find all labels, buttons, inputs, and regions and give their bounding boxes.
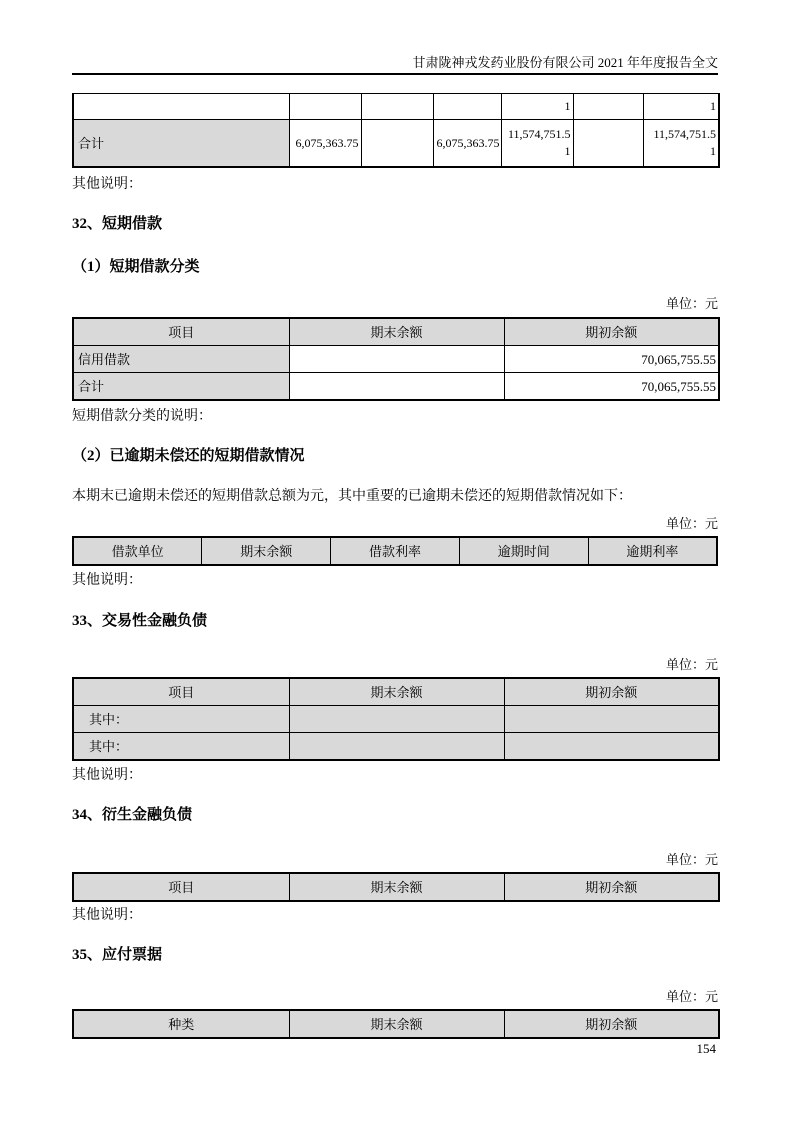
- table-cell: [73, 94, 289, 120]
- page-content: [72, 0, 718, 1039]
- number-line: 1: [710, 144, 716, 158]
- item-cell: 其中：: [73, 706, 289, 733]
- column-header: 项目: [73, 873, 289, 901]
- continuation-table: [72, 93, 720, 168]
- table-row-partial: [73, 94, 719, 120]
- column-header: 期末余额: [202, 537, 331, 565]
- table-row: [73, 373, 719, 401]
- notes-payable-table: [72, 1009, 720, 1039]
- overdue-loan-table: [72, 536, 718, 566]
- other-note: 其他说明：: [72, 177, 142, 192]
- unit-label: 单位：元: [665, 516, 718, 531]
- other-note: 其他说明：: [72, 908, 142, 923]
- column-header: 期末余额: [289, 873, 504, 901]
- table-cell: [643, 120, 719, 168]
- table-cell: 1: [501, 94, 573, 120]
- column-header: 种类: [73, 1010, 289, 1038]
- other-note: 其他说明：: [72, 573, 142, 588]
- closing-balance-cell: [289, 706, 504, 733]
- item-cell: 其中：: [73, 733, 289, 761]
- column-header: 项目: [73, 318, 289, 346]
- unit-label: 单位：元: [665, 657, 718, 672]
- table-header-row: [73, 873, 719, 901]
- table-cell: [361, 94, 433, 120]
- short-term-loan-table: [72, 317, 720, 401]
- page-number: 154: [696, 1041, 716, 1056]
- unit-label: 单位：元: [665, 296, 718, 311]
- section-35-title: 35、应付票据: [72, 947, 163, 963]
- closing-balance-cell: [289, 346, 504, 373]
- loan-class-note: 短期借款分类的说明：: [72, 409, 212, 424]
- table-cell: [289, 94, 361, 120]
- other-note: 其他说明：: [72, 768, 142, 783]
- total-label-cell: 合计: [73, 120, 289, 168]
- table-header-row: [73, 318, 719, 346]
- column-header: 期末余额: [289, 1010, 504, 1038]
- column-header: 期初余额: [504, 318, 719, 346]
- table-cell: 6,075,363.75: [433, 120, 501, 168]
- item-cell: 合计: [73, 373, 289, 401]
- derivative-liabilities-table: [72, 872, 720, 902]
- unit-label: 单位：元: [665, 989, 718, 1004]
- table-row: [73, 733, 719, 761]
- table-row-total: [73, 120, 719, 168]
- section-32-title: 32、短期借款: [72, 216, 163, 232]
- table-row: [73, 706, 719, 733]
- column-header: 项目: [73, 678, 289, 706]
- table-cell: [361, 120, 433, 168]
- table-cell: [573, 94, 643, 120]
- column-header: 借款利率: [331, 537, 460, 565]
- section-32-2-title: （2）已逾期未偿还的短期借款情况: [72, 448, 305, 464]
- table-cell: 6,075,363.75: [289, 120, 361, 168]
- overdue-loan-paragraph: 本期末已逾期未偿还的短期借款总额为元，其中重要的已逾期未偿还的短期借款情况如下：: [72, 489, 632, 504]
- column-header: 逾期时间: [459, 537, 588, 565]
- opening-balance-cell: 70,065,755.55: [504, 346, 719, 373]
- report-header: [72, 0, 718, 75]
- table-header-row: [73, 1010, 719, 1038]
- column-header: 期初余额: [504, 1010, 719, 1038]
- opening-balance-cell: [504, 733, 719, 761]
- closing-balance-cell: [289, 373, 504, 401]
- number-line: 1: [564, 144, 571, 158]
- table-cell: [501, 120, 573, 168]
- number-line: 11,574,751.5: [653, 127, 716, 141]
- column-header: 期末余额: [289, 678, 504, 706]
- number-line: 11,574,751.5: [507, 127, 571, 141]
- table-cell: [433, 94, 501, 120]
- table-cell: 1: [643, 94, 719, 120]
- column-header: 期初余额: [504, 873, 719, 901]
- table-cell: [573, 120, 643, 168]
- opening-balance-cell: 70,065,755.55: [504, 373, 719, 401]
- table-header-row: [73, 678, 719, 706]
- column-header: 借款单位: [73, 537, 202, 565]
- section-33-title: 33、交易性金融负债: [72, 613, 208, 629]
- closing-balance-cell: [289, 733, 504, 761]
- column-header: 期末余额: [289, 318, 504, 346]
- table-header-row: [73, 537, 717, 565]
- report-header-title: 甘肃陇神戎发药业股份有限公司 2021 年年度报告全文: [412, 55, 718, 70]
- column-header: 逾期利率: [588, 537, 717, 565]
- table-row: [73, 346, 719, 373]
- section-34-title: 34、衍生金融负债: [72, 807, 193, 823]
- column-header: 期初余额: [504, 678, 719, 706]
- item-cell: 信用借款: [73, 346, 289, 373]
- unit-label: 单位：元: [665, 852, 718, 867]
- opening-balance-cell: [504, 706, 719, 733]
- trading-liabilities-table: [72, 677, 720, 761]
- section-32-1-title: （1）短期借款分类: [72, 259, 200, 275]
